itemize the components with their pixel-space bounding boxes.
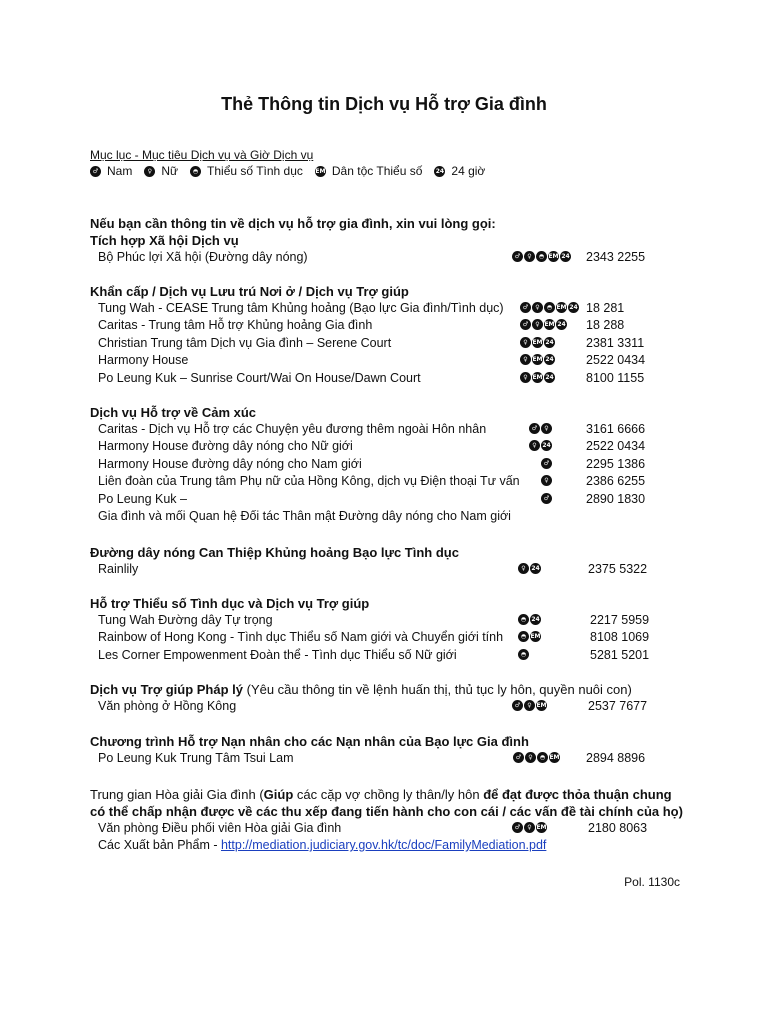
service-target-icons xyxy=(513,752,561,763)
service-name: Văn phòng ở Hồng Kông xyxy=(98,699,237,713)
service-target-icons xyxy=(518,649,530,660)
service-name: Po Leung Kuk – xyxy=(98,491,187,506)
service-phone: 18 281 xyxy=(586,301,625,315)
legend-label: Nam xyxy=(107,164,133,178)
section-title xyxy=(90,682,632,697)
female-icon: ♀ xyxy=(524,822,535,833)
female-icon: ♀ xyxy=(520,337,531,348)
section-title xyxy=(90,233,239,248)
ethnic-minority-icon: EM xyxy=(536,824,547,831)
section-title-text: Đường dây nóng Can Thiệp Khủng hoảng Bạo lực Tình dục xyxy=(90,545,459,560)
service-phone: 2295 1386 xyxy=(586,456,646,471)
ethnic-minority-icon: EM xyxy=(536,702,547,709)
section-title-text: Chương trình Hỗ trợ Nạn nhân cho các Nạn nhân của Bạo lực Gia đình xyxy=(90,734,529,749)
service-name: Bộ Phúc lợi Xã hội (Đường dây nóng) xyxy=(98,250,308,264)
service-phone: 18 288 xyxy=(586,318,625,333)
service-name: Rainbow of Hong Kong - Tình dục Thiểu số Nam giới và Chuyển giới tính xyxy=(98,630,504,645)
24-hour-icon: 24 xyxy=(545,338,554,346)
section-title-text: Tích hợp Xã hội Dịch vụ xyxy=(90,233,239,248)
service-target-icons xyxy=(518,614,542,625)
service-target-icons xyxy=(520,337,556,348)
service-target-icons xyxy=(529,440,553,451)
legend-item xyxy=(315,164,423,178)
service-target-icons xyxy=(541,493,553,504)
24-hour-icon: 24 xyxy=(569,304,578,311)
service-phone: 2375 5322 xyxy=(588,562,648,576)
24-hour-icon: 24 xyxy=(561,253,570,260)
publications-label: Các Xuất bản Phẩm - xyxy=(98,838,221,852)
sexual-minority-icon: ◓ xyxy=(544,302,555,313)
male-icon: ♂ xyxy=(520,302,531,313)
service-name: Tung Wah Đường dây Tự trọng xyxy=(98,613,273,627)
page-title: Thẻ Thông tin Dịch vụ Hỗ trợ Gia đình xyxy=(221,94,547,114)
service-phone: 2537 7677 xyxy=(588,699,648,713)
legend-label: Nữ xyxy=(161,164,179,178)
service-target-icons xyxy=(518,631,542,642)
legend xyxy=(90,164,497,178)
mediation-office-icons xyxy=(512,822,548,833)
male-icon: ♂ xyxy=(512,700,523,711)
service-phone: 2217 5959 xyxy=(590,613,650,627)
intro-text: Nếu bạn cần thông tin về dịch vụ hỗ trợ gia đình, xin vui lòng gọi: xyxy=(90,216,496,231)
section-title-text: Khẩn cấp / Dịch vụ Lưu trú Nơi ở / Dịch vụ Trợ giúp xyxy=(90,284,409,299)
ethnic-minority-icon: EM xyxy=(548,253,559,260)
service-phone: 2890 1830 xyxy=(586,491,646,506)
mediation-office-name: Văn phòng Điều phối viên Hòa giải Gia đình xyxy=(98,821,342,835)
service-target-icons xyxy=(512,251,572,262)
sexual-minority-icon: ◓ xyxy=(536,251,547,262)
section-title xyxy=(90,734,529,749)
sexual-minority-icon: ◓ xyxy=(537,752,548,763)
legend-item xyxy=(434,164,485,178)
form-code: Pol. 1130c xyxy=(624,875,680,889)
female-icon: ♀ xyxy=(520,372,531,383)
service-name: Harmony House đường dây nóng cho Nam giới xyxy=(98,456,362,471)
male-icon: ♂ xyxy=(513,752,524,763)
ethnic-minority-icon: EM xyxy=(544,321,555,329)
female-icon: ♀ xyxy=(524,251,535,262)
male-icon: ♂ xyxy=(90,166,101,177)
legend-item xyxy=(190,164,303,178)
female-icon: ♀ xyxy=(518,563,529,574)
service-phone: 2386 6255 xyxy=(586,474,646,489)
service-name: Les Corner Empowenment Đoàn thể - Tình dục Thiểu số Nữ giới xyxy=(98,647,457,662)
mediation-description: Trung gian Hòa giải Gia đình (Giúp các cặp vợ chồng ly thân/ly hôn để đạt được thỏa thuận chung có thể chấp nhận được về các thu xếp đang tiến hành cho con cái / các vấn đề tài chính của họ) xyxy=(90,787,683,819)
service-target-icons xyxy=(541,475,553,486)
service-name: Caritas - Dịch vụ Hỗ trợ các Chuyện yêu đương thêm ngoài Hôn nhân xyxy=(98,422,487,436)
male-icon: ♂ xyxy=(541,458,552,469)
male-icon: ♂ xyxy=(529,423,540,434)
section-title xyxy=(90,545,459,560)
service-name: Liên đoàn của Trung tâm Phụ nữ của Hồng Kông, dịch vụ Điện thoại Tư vấn xyxy=(98,474,520,489)
legend-label: 24 giờ xyxy=(451,164,486,178)
24-hour-icon: 24 xyxy=(545,373,554,381)
service-target-icons xyxy=(520,319,568,330)
section-title xyxy=(90,596,369,611)
24-hour-icon: 24 xyxy=(531,565,540,572)
sexual-minority-icon: ◓ xyxy=(518,631,529,642)
service-target-icons xyxy=(541,458,553,469)
ethnic-minority-icon: EM xyxy=(532,338,543,346)
service-name: Caritas - Trung tâm Hỗ trợ Khủng hoảng Gia đình xyxy=(98,318,373,333)
service-target-icons xyxy=(520,354,556,365)
legend-label: Thiểu số Tình dục xyxy=(207,164,303,178)
24-hour-icon: 24 xyxy=(531,616,540,623)
section-title-text: Hỗ trợ Thiểu số Tình dục và Dịch vụ Trợ giúp xyxy=(90,596,370,611)
female-icon: ♀ xyxy=(520,354,531,365)
legend-label: Dân tộc Thiểu số xyxy=(331,164,423,178)
legend-item xyxy=(144,164,178,178)
service-phone: 8100 1155 xyxy=(586,370,645,385)
service-phone: 2894 8896 xyxy=(586,751,646,765)
female-icon: ♀ xyxy=(144,166,155,177)
female-icon: ♀ xyxy=(524,700,535,711)
female-icon: ♀ xyxy=(532,319,543,330)
service-phone: 2522 0434 xyxy=(586,353,646,368)
ethnic-minority-icon: EM xyxy=(532,373,543,381)
male-icon: ♂ xyxy=(541,493,552,504)
section-title xyxy=(90,405,256,420)
male-icon: ♂ xyxy=(520,319,531,330)
ethnic-minority-icon: EM xyxy=(556,304,567,311)
service-phone: 2343 2255 xyxy=(586,250,646,264)
ethnic-minority-icon: EM xyxy=(549,754,560,761)
service-phone: 2381 3311 xyxy=(586,335,645,350)
service-phone: 8108 1069 xyxy=(590,630,650,645)
service-name: Tung Wah - CEASE Trung tâm Khủng hoảng (Bạo lực Gia đình/Tình dục) xyxy=(98,301,504,315)
sexual-minority-icon: ◓ xyxy=(518,614,529,625)
24-hour-icon: 24 xyxy=(557,321,566,329)
section-title-note: (Yêu cầu thông tin về lệnh huấn thị, thủ tục ly hôn, quyền nuôi con) xyxy=(243,682,632,697)
ethnic-minority-icon: EM xyxy=(530,633,541,641)
service-name: Harmony House đường dây nóng cho Nữ giới xyxy=(98,439,353,454)
service-target-icons xyxy=(512,700,548,711)
publications-row xyxy=(98,838,546,852)
service-target-icons xyxy=(529,423,553,434)
section-title xyxy=(90,284,409,299)
24-hour-icon: 24 xyxy=(545,356,554,364)
male-icon: ♂ xyxy=(512,251,523,262)
service-target-icons xyxy=(520,302,580,313)
service-phone: 5281 5201 xyxy=(590,647,650,662)
sexual-minority-icon: ◓ xyxy=(518,649,529,660)
ethnic-minority-icon: EM xyxy=(532,356,543,364)
service-name: Gia đình và mối Quan hệ Đối tác Thân mật Đường dây nóng cho Nam giới xyxy=(98,509,511,523)
service-name: Harmony House xyxy=(98,353,189,368)
female-icon: ♀ xyxy=(541,475,552,486)
service-name: Po Leung Kuk Trung Tâm Tsui Lam xyxy=(98,751,294,765)
legend-item xyxy=(90,164,132,178)
24-hour-icon: 24 xyxy=(542,442,551,450)
service-target-icons xyxy=(520,372,556,383)
section-title-text: Dịch vụ Trợ giúp Pháp lý xyxy=(90,682,243,697)
service-name: Rainlily xyxy=(98,562,139,576)
female-icon: ♀ xyxy=(529,440,540,451)
24-hour-icon: 24 xyxy=(435,167,445,175)
female-icon: ♀ xyxy=(541,423,552,434)
ethnic-minority-icon: EM xyxy=(315,167,326,175)
male-icon: ♂ xyxy=(512,822,523,833)
legend-heading: Mục lục - Mục tiêu Dịch vụ và Giờ Dịch vụ xyxy=(90,148,314,162)
female-icon: ♀ xyxy=(532,302,543,313)
female-icon: ♀ xyxy=(525,752,536,763)
section-title-text: Dịch vụ Hỗ trợ về Cảm xúc xyxy=(90,405,257,420)
service-phone: 3161 6666 xyxy=(586,422,646,436)
mediation-office-phone: 2180 8063 xyxy=(588,821,648,835)
service-name: Po Leung Kuk – Sunrise Court/Wai On House/Dawn Court xyxy=(98,370,421,385)
sexual-minority-icon: ◓ xyxy=(190,166,201,177)
service-phone: 2522 0434 xyxy=(586,439,646,454)
service-name: Christian Trung tâm Dịch vụ Gia đình – Serene Court xyxy=(98,335,392,350)
publications-link[interactable]: http://mediation.judiciary.gov.hk/tc/doc/FamilyMediation.pdf xyxy=(220,838,547,852)
service-target-icons xyxy=(518,563,542,574)
